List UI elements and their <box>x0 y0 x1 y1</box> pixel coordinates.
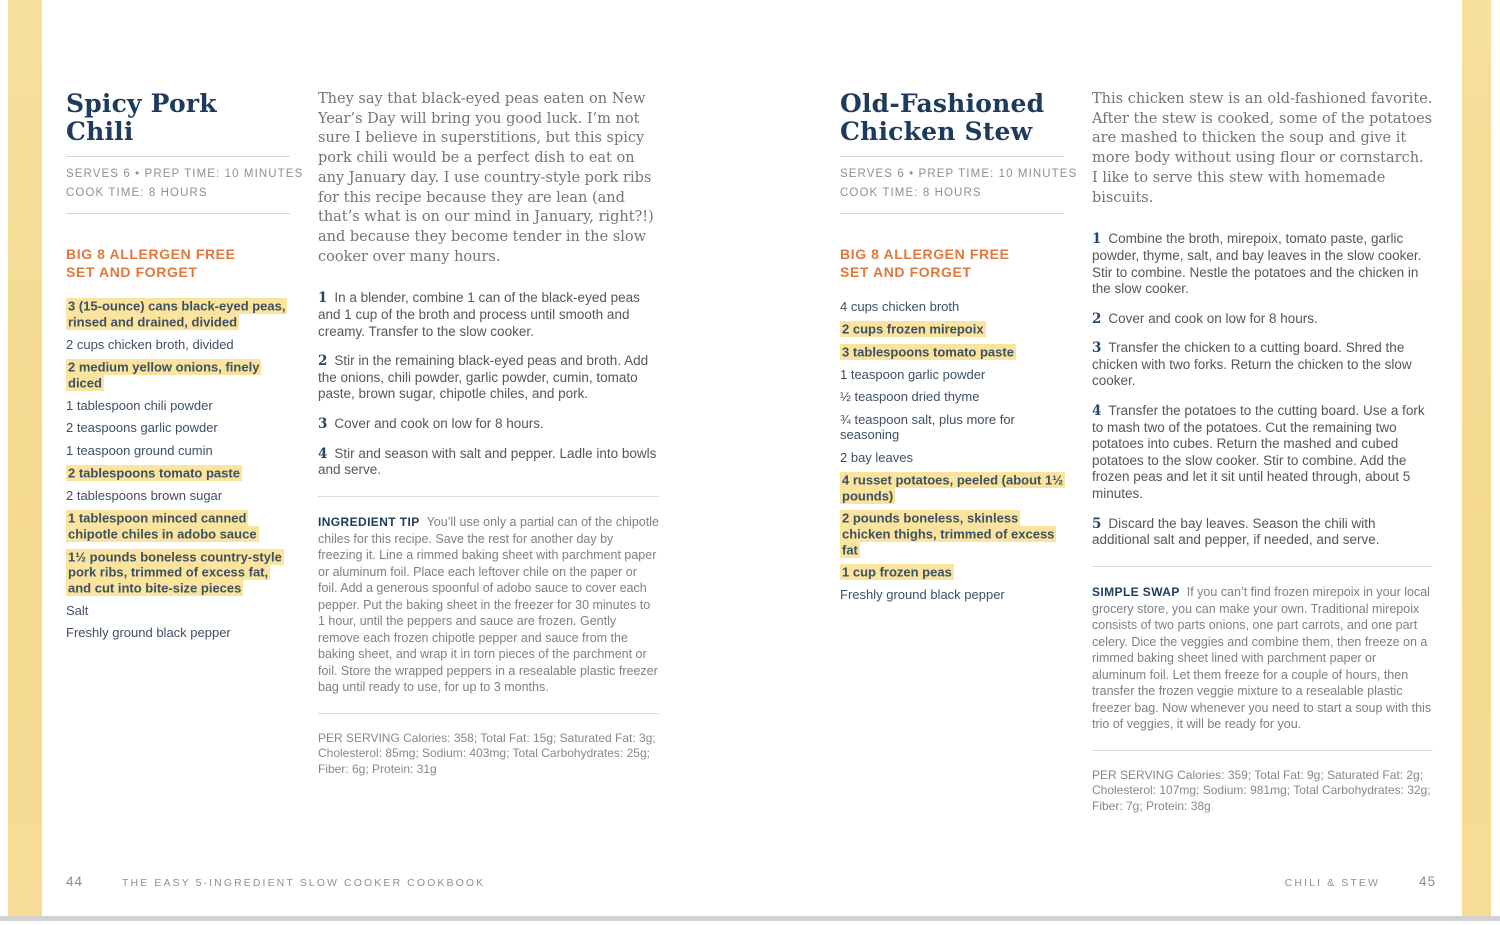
ingredient-text: 2 bay leaves <box>840 450 913 466</box>
ingredient-text: 1 tablespoon minced canned chipotle chiles in adobo sauce <box>68 510 257 542</box>
ingredient-item <box>840 473 1064 504</box>
ingredient-item <box>840 344 1064 360</box>
recipe-meta-line: SERVES 6 • PREP TIME: 10 MINUTES <box>66 168 304 180</box>
tip-text: You’ll use only a partial can of the chipotle chiles for this recipe. Save the rest for another day by freezing it. Line a rimmed baking sheet with parchment paper or aluminum foil. Place each leftover chile on the paper or foil. Add a generous spoonful of adobo sauce to cover each pepper. Put the baking sheet in the freezer for 30 minutes to 1 hour, until the peppers and sauce are frozen. Gently remove each frozen chipotle pepper and sauce from the baking sheet, and wrap it in torn pieces of the parchment or foil. Store the wrapped peppers in a resealable plastic freezer bag until ready to use, for up to 3 months. <box>318 514 659 695</box>
recipe-intro: This chicken stew is an old-fashioned favorite. After the stew is cooked, some of the potatoes are mashed to thicken the soup and give it more body without using flour or cornstarch. I like to serve this stew with homemade biscuits. <box>1092 91 1433 206</box>
recipe-1-ingredients-column <box>66 89 304 648</box>
recipe-step <box>318 353 659 403</box>
ingredient-item <box>66 299 290 330</box>
recipe-1-method-column <box>318 90 659 777</box>
recipe-tag: SET AND FORGET <box>840 264 972 281</box>
step-number: 4 <box>318 445 328 462</box>
ingredient-text: 4 cups chicken broth <box>840 298 960 314</box>
recipe-steps <box>1092 231 1433 549</box>
book-page-edge-right <box>1462 0 1491 916</box>
divider <box>318 496 659 497</box>
recipe-meta-line: SERVES 6 • PREP TIME: 10 MINUTES <box>840 168 1078 180</box>
step-text: Discard the bay leaves. Season the chili with additional salt and pepper, if needed, and serve. <box>1092 515 1380 548</box>
step-number: 1 <box>1092 231 1102 248</box>
ingredient-text: ¾ teaspoon salt, plus more for seasoning <box>840 411 1015 443</box>
ingredient-item <box>840 450 1064 466</box>
ingredient-item <box>66 625 290 641</box>
step-text: Stir and season with salt and pepper. Ladle into bowls and serve. <box>318 445 657 478</box>
recipe-tag: BIG 8 ALLERGEN FREE <box>840 245 1010 262</box>
left-page-footer <box>66 874 485 889</box>
recipe-meta-line: COOK TIME: 8 HOURS <box>66 186 208 199</box>
recipe-meta <box>840 157 1078 213</box>
step-number: 1 <box>318 290 328 307</box>
right-page-footer <box>1285 874 1436 889</box>
recipe-steps <box>318 290 659 478</box>
step-text: Transfer the potatoes to the cutting board. Use a fork to mash two of the potatoes. Cut the remaining two potatoes into cubes. Return the mashed and cubed potatoes to the slow cooker. Stir to combine. Add the frozen peas and let it sit until heated through, about 5 minutes. <box>1092 403 1425 502</box>
recipe-step <box>1092 403 1433 503</box>
ingredient-list <box>66 299 290 641</box>
step-number: 2 <box>1092 310 1102 327</box>
ingredient-text: 1½ pounds boneless country-style pork ribs, trimmed of excess fat, and cut into bite-size pieces <box>68 549 282 596</box>
ingredient-text: 1 cup frozen peas <box>842 564 952 580</box>
ingredient-text: 2 teaspoons garlic powder <box>66 420 218 436</box>
ingredient-item <box>840 299 1064 315</box>
step-number: 4 <box>1092 403 1102 420</box>
book-page-edge-left <box>8 0 42 916</box>
ingredient-item <box>66 420 290 436</box>
ingredient-text: 2 tablespoons tomato paste <box>68 465 240 481</box>
step-number: 2 <box>318 353 328 370</box>
ingredient-item <box>840 389 1064 405</box>
step-text: Transfer the chicken to a cutting board. Shred the chicken with two forks. Return the chicken to the slow cooker. <box>1092 340 1412 389</box>
ingredient-item <box>66 511 290 542</box>
ingredient-text: 4 russet potatoes, peeled (about 1½ pounds) <box>842 472 1064 504</box>
ingredient-text: 2 tablespoons brown sugar <box>66 488 223 504</box>
ingredient-text: Freshly ground black pepper <box>840 587 1005 603</box>
allergen-tags <box>66 245 290 282</box>
step-number: 3 <box>318 416 328 433</box>
recipe-step <box>1092 516 1433 549</box>
recipe-title: Spicy Pork Chili <box>66 89 217 146</box>
ingredient-text: 1 teaspoon garlic powder <box>840 366 986 382</box>
book-title: THE EASY 5-INGREDIENT SLOW COOKER COOKBOOK <box>122 877 486 889</box>
step-text: In a blender, combine 1 can of the black-eyed peas and 1 cup of the broth and process until smooth and creamy. Transfer to the slow cooker. <box>318 290 640 339</box>
recipe-2-ingredients-column <box>840 89 1078 610</box>
recipe-meta-line: COOK TIME: 8 HOURS <box>840 186 982 199</box>
divider <box>840 213 1064 214</box>
recipe-step <box>1092 231 1433 297</box>
ingredient-item <box>66 360 290 391</box>
divider <box>1092 566 1433 567</box>
step-text: Cover and cook on low for 8 hours. <box>1108 310 1318 326</box>
recipe-intro: They say that black-eyed peas eaten on New Year’s Day will bring you good luck. I’m not sure I believe in superstitions, but this spicy pork chili would be a perfect dish to eat on any January day. I use country-style pork ribs for this recipe because they are lean (and that’s what is on our mind in January, right?!) and because they become tender in the slow cooker over many hours. <box>318 91 654 265</box>
ingredient-item <box>66 398 290 414</box>
ingredient-item <box>840 367 1064 383</box>
step-number: 3 <box>1092 340 1102 357</box>
ingredient-item <box>66 549 290 596</box>
ingredient-text: Freshly ground black pepper <box>66 625 231 641</box>
ingredient-item <box>840 321 1064 337</box>
ingredient-text: 2 cups chicken broth, divided <box>66 337 234 353</box>
recipe-2-method-column <box>1092 90 1433 814</box>
step-text: Cover and cook on low for 8 hours. <box>334 416 544 432</box>
ingredient-text: 2 medium yellow onions, finely diced <box>68 359 260 391</box>
ingredient-tip <box>318 514 659 696</box>
ingredient-item <box>66 488 290 504</box>
recipe-step <box>1092 340 1433 390</box>
tip-label: INGREDIENT TIP <box>318 514 420 529</box>
ingredient-text: 3 (15-ounce) cans black-eyed peas, rinsed and drained, divided <box>68 298 286 330</box>
simple-swap-tip <box>1092 584 1433 733</box>
divider <box>318 713 659 714</box>
step-text: Combine the broth, mirepoix, tomato paste, garlic powder, thyme, salt, and bay leaves in the slow cooker. Stir to combine. Nestle the potatoes and the chicken in the slow cooker. <box>1092 231 1422 297</box>
ingredient-text: 1 tablespoon chili powder <box>66 397 213 413</box>
book-page-edge-bottom <box>0 916 1500 921</box>
ingredient-item <box>840 565 1064 581</box>
nutrition-info: PER SERVING Calories: 358; Total Fat: 15g; Saturated Fat: 3g; Cholesterol: 85mg; Sodium: 403mg; Total Carbohydrates: 25g; Fiber: 6g; Protein: 31g <box>318 730 656 776</box>
ingredient-text: 3 tablespoons tomato paste <box>842 344 1014 360</box>
nutrition-info: PER SERVING Calories: 359; Total Fat: 9g; Saturated Fat: 2g; Cholesterol: 107mg; Sodium: 981mg; Total Carbohydrates: 32g; Fiber: 7g; Protein: 38g <box>1092 767 1431 813</box>
step-number: 5 <box>1092 515 1102 532</box>
divider <box>1092 750 1433 751</box>
page-number: 44 <box>66 874 84 889</box>
tip-text: If you can’t find frozen mirepoix in your local grocery store, you can make your own. Traditional mirepoix consists of two parts onions, one part carrots, and one part celery. Dice the veggies and combine them, then freeze on a rimmed baking sheet lined with parchment paper or aluminum foil. Let them freeze for a couple of hours, then transfer the frozen veggie mixture to a resealable plastic freezer bag. Now whenever you need to start a soup with this trio of veggies, it will be ready for you. <box>1092 584 1432 732</box>
ingredient-item <box>66 443 290 459</box>
recipe-step <box>318 290 659 340</box>
tip-label: SIMPLE SWAP <box>1092 584 1180 599</box>
allergen-tags <box>840 245 1064 282</box>
recipe-title: Old-Fashioned Chicken Stew <box>840 89 1045 146</box>
ingredient-text: 2 cups frozen mirepoix <box>842 321 984 337</box>
ingredient-list <box>840 299 1064 603</box>
recipe-tag: SET AND FORGET <box>66 264 198 281</box>
ingredient-item <box>840 511 1064 558</box>
ingredient-item <box>840 412 1064 443</box>
recipe-step <box>1092 311 1433 328</box>
step-text: Stir in the remaining black-eyed peas and broth. Add the onions, chili powder, garlic powder, cumin, tomato paste, brown sugar, chipotle chiles, and pork. <box>318 353 649 402</box>
recipe-step <box>318 446 659 479</box>
page-number: 45 <box>1418 874 1436 889</box>
divider <box>66 213 290 214</box>
section-title: CHILI & STEW <box>1284 877 1380 889</box>
ingredient-item <box>66 603 290 619</box>
ingredient-item <box>66 337 290 353</box>
ingredient-item <box>840 587 1064 603</box>
recipe-step <box>318 416 659 433</box>
recipe-tag: BIG 8 ALLERGEN FREE <box>66 245 236 262</box>
ingredient-text: 1 teaspoon ground cumin <box>66 443 213 459</box>
ingredient-text: ½ teaspoon dried thyme <box>840 389 980 405</box>
ingredient-item <box>66 466 290 482</box>
recipe-meta <box>66 157 304 213</box>
ingredient-text: 2 pounds boneless, skinless chicken thighs, trimmed of excess fat <box>842 510 1055 557</box>
ingredient-text: Salt <box>66 602 89 618</box>
